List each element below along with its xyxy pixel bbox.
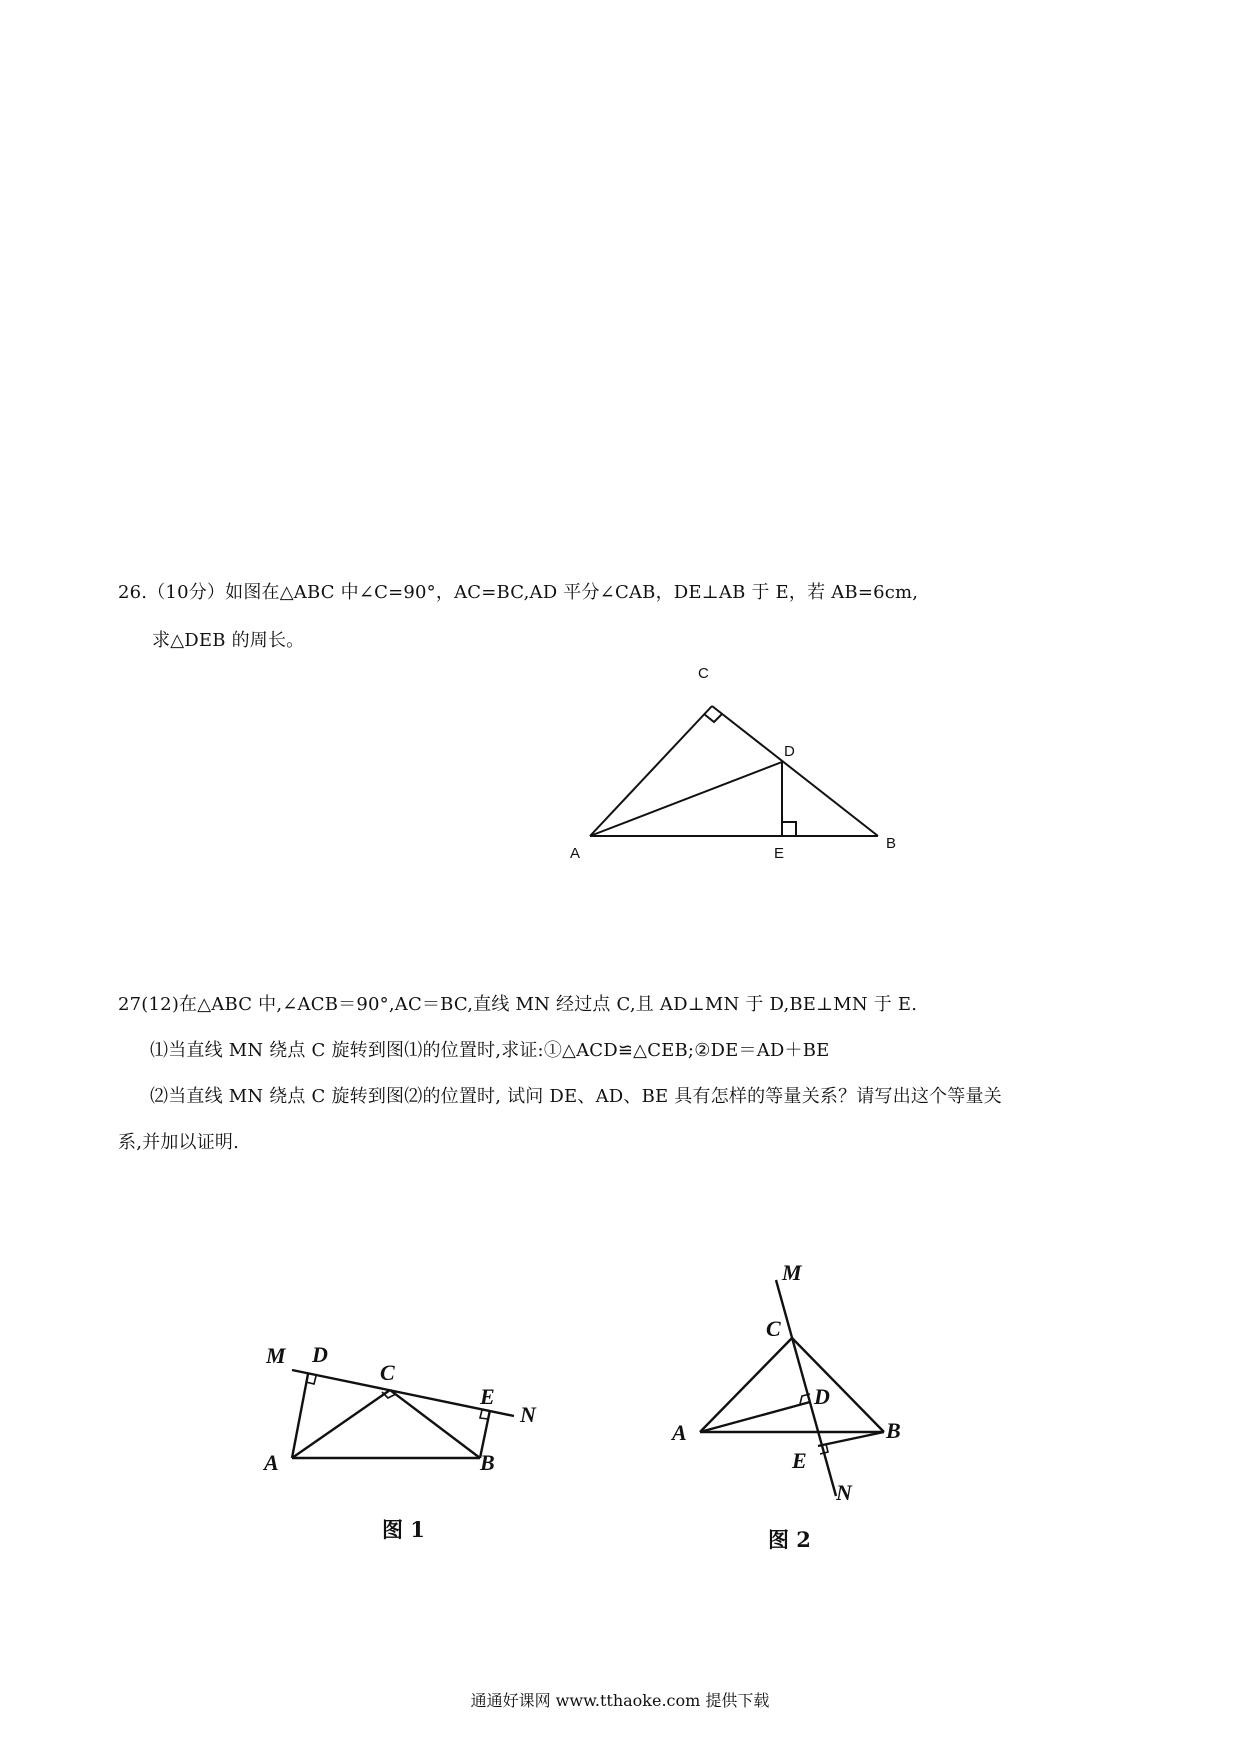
- q27-line2: ⑴当直线 MN 绕点 C 旋转到图⑴的位置时,求证:①△ACD≌△CEB;②DE＝AD＋BE: [150, 1040, 830, 1061]
- q26-line2: 求△DEB 的周长。: [152, 630, 305, 651]
- q26-right-angle-e: [782, 822, 796, 836]
- q27-line3: ⑵当直线 MN 绕点 C 旋转到图⑵的位置时, 试问 DE、AD、BE 具有怎样的等量关系？请写出这个等量关: [150, 1086, 1002, 1107]
- fig2-label-b: B: [886, 1418, 901, 1443]
- q27-figure-2: [666, 1260, 956, 1520]
- q26-figure: [560, 660, 920, 880]
- fig2-segment-be: [818, 1432, 884, 1446]
- fig2-segment-ad: [700, 1402, 810, 1432]
- q26-segment-cb: [712, 706, 878, 836]
- q27-line1: 27(12)在△ABC 中,∠ACB＝90°,AC＝BC,直线 MN 经过点 C,且 AD⊥MN 于 D,BE⊥MN 于 E.: [118, 994, 918, 1015]
- fig2-label-m: M: [782, 1260, 802, 1285]
- fig2-segment-ac: [700, 1338, 792, 1432]
- fig2-label-e: E: [792, 1448, 807, 1473]
- q27-figure-1: [262, 1330, 572, 1490]
- fig1-label-n: N: [520, 1402, 536, 1427]
- q26-segment-ac: [590, 706, 712, 836]
- fig2-label-d: D: [814, 1384, 830, 1409]
- q26-label-a: A: [570, 845, 581, 862]
- fig1-label-e: E: [480, 1384, 495, 1409]
- q26-label-c: C: [698, 665, 709, 682]
- fig2-caption: 图 2: [768, 1527, 811, 1552]
- q26-label-d: D: [784, 743, 795, 760]
- fig1-label-d: D: [312, 1342, 328, 1367]
- q27-line4: 系,并加以证明.: [118, 1132, 240, 1153]
- fig1-segment-ac: [292, 1390, 390, 1458]
- fig2-label-c: C: [766, 1316, 781, 1341]
- fig1-label-c: C: [380, 1360, 395, 1385]
- q26-segment-ad: [590, 762, 782, 836]
- q26-line1: 26.（10分）如图在△ABC 中∠C=90°，AC=BC,AD 平分∠CAB，DE⊥AB 于 E，若 AB=6cm,: [118, 582, 919, 603]
- q26-label-b: B: [886, 835, 897, 852]
- fig1-label-b: B: [480, 1450, 495, 1475]
- q26-right-angle-c: [704, 714, 722, 722]
- footer-source: 通通好课网 www.tthaoke.com 提供下载: [470, 1691, 770, 1710]
- fig1-label-a: A: [264, 1450, 279, 1475]
- fig2-label-n: N: [836, 1480, 852, 1505]
- fig1-segment-ad: [292, 1374, 308, 1458]
- fig2-label-a: A: [672, 1420, 687, 1445]
- fig1-label-m: M: [266, 1343, 286, 1368]
- q26-label-e: E: [774, 845, 785, 862]
- fig1-caption: 图 1: [382, 1517, 425, 1542]
